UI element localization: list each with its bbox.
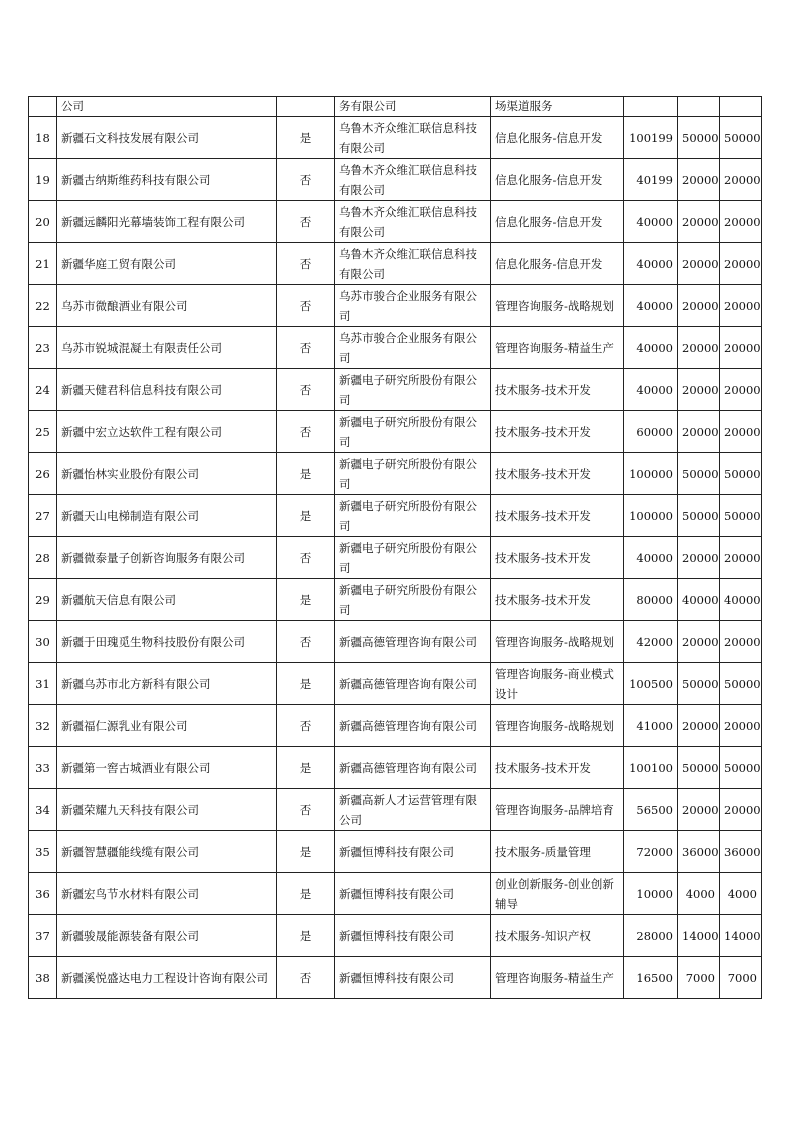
cell-total: 10000 [624, 873, 678, 915]
cell-provider: 新疆电子研究所股份有限公司 [335, 537, 491, 579]
cell-amount-a: 50000 [678, 663, 720, 705]
cell-amount-b: 20000 [720, 327, 762, 369]
cell-total: 40000 [624, 369, 678, 411]
cell-amount-a: 20000 [678, 789, 720, 831]
cell-flag: 否 [277, 369, 335, 411]
cell-no: 38 [29, 957, 57, 999]
cell-amount-b: 20000 [720, 243, 762, 285]
cell-service: 技术服务-技术开发 [491, 747, 624, 789]
cell-amount-b: 20000 [720, 369, 762, 411]
cell-amount-a: 36000 [678, 831, 720, 873]
cell-flag: 是 [277, 747, 335, 789]
cell-amount-a [678, 97, 720, 117]
cell-no: 27 [29, 495, 57, 537]
cell-service: 场渠道服务 [491, 97, 624, 117]
cell-amount-a: 50000 [678, 495, 720, 537]
cell-service: 信息化服务-信息开发 [491, 117, 624, 159]
cell-no: 32 [29, 705, 57, 747]
cell-company: 新疆第一窖古城酒业有限公司 [57, 747, 277, 789]
table-row [29, 537, 762, 579]
cell-service: 信息化服务-信息开发 [491, 159, 624, 201]
cell-amount-a: 40000 [678, 579, 720, 621]
cell-company: 乌苏市锐城混凝土有限责任公司 [57, 327, 277, 369]
cell-no: 26 [29, 453, 57, 495]
cell-flag: 是 [277, 117, 335, 159]
cell-total: 72000 [624, 831, 678, 873]
cell-amount-b: 20000 [720, 621, 762, 663]
cell-total: 100000 [624, 453, 678, 495]
cell-service: 管理咨询服务-商业模式设计 [491, 663, 624, 705]
table-row [29, 747, 762, 789]
table-row [29, 663, 762, 705]
cell-flag: 否 [277, 789, 335, 831]
cell-company: 新疆骏晟能源装备有限公司 [57, 915, 277, 957]
cell-amount-b: 20000 [720, 411, 762, 453]
cell-total: 100500 [624, 663, 678, 705]
cell-no: 29 [29, 579, 57, 621]
cell-provider: 新疆高德管理咨询有限公司 [335, 663, 491, 705]
cell-provider: 新疆高新人才运营管理有限公司 [335, 789, 491, 831]
cell-provider: 新疆恒博科技有限公司 [335, 873, 491, 915]
cell-no: 20 [29, 201, 57, 243]
cell-company: 新疆于田瑰觅生物科技股份有限公司 [57, 621, 277, 663]
cell-amount-a: 20000 [678, 243, 720, 285]
cell-company: 新疆古纳斯维药科技有限公司 [57, 159, 277, 201]
cell-amount-b: 40000 [720, 579, 762, 621]
table-row [29, 957, 762, 999]
cell-service: 技术服务-知识产权 [491, 915, 624, 957]
cell-company: 新疆怡林实业股份有限公司 [57, 453, 277, 495]
cell-company: 乌苏市微酿酒业有限公司 [57, 285, 277, 327]
cell-company: 新疆荣耀九天科技有限公司 [57, 789, 277, 831]
cell-company: 新疆天山电梯制造有限公司 [57, 495, 277, 537]
cell-total: 28000 [624, 915, 678, 957]
cell-provider: 乌鲁木齐众维汇联信息科技有限公司 [335, 159, 491, 201]
cell-no: 22 [29, 285, 57, 327]
table-row [29, 705, 762, 747]
cell-flag: 是 [277, 663, 335, 705]
cell-flag: 否 [277, 159, 335, 201]
cell-amount-b: 50000 [720, 663, 762, 705]
cell-company: 公司 [57, 97, 277, 117]
cell-amount-a: 20000 [678, 159, 720, 201]
cell-flag: 否 [277, 537, 335, 579]
cell-service: 技术服务-技术开发 [491, 495, 624, 537]
cell-amount-a: 20000 [678, 537, 720, 579]
table-row [29, 285, 762, 327]
cell-amount-a: 14000 [678, 915, 720, 957]
cell-flag: 否 [277, 285, 335, 327]
cell-flag: 是 [277, 873, 335, 915]
cell-company: 新疆智慧疆能线缆有限公司 [57, 831, 277, 873]
cell-service: 创业创新服务-创业创新辅导 [491, 873, 624, 915]
cell-total: 40000 [624, 327, 678, 369]
cell-no: 35 [29, 831, 57, 873]
cell-provider: 乌苏市骏合企业服务有限公司 [335, 285, 491, 327]
cell-service: 技术服务-质量管理 [491, 831, 624, 873]
cell-provider: 新疆高德管理咨询有限公司 [335, 621, 491, 663]
cell-flag: 否 [277, 411, 335, 453]
cell-amount-a: 50000 [678, 453, 720, 495]
cell-provider: 新疆电子研究所股份有限公司 [335, 411, 491, 453]
table-row [29, 159, 762, 201]
cell-no: 21 [29, 243, 57, 285]
cell-flag: 否 [277, 327, 335, 369]
cell-company: 新疆微泰量子创新咨询服务有限公司 [57, 537, 277, 579]
table-row [29, 243, 762, 285]
table-row [29, 495, 762, 537]
continuation-row [29, 97, 762, 117]
cell-amount-a: 20000 [678, 411, 720, 453]
subsidy-table [28, 96, 762, 999]
cell-provider: 乌鲁木齐众维汇联信息科技有限公司 [335, 243, 491, 285]
cell-flag: 否 [277, 243, 335, 285]
cell-no: 31 [29, 663, 57, 705]
cell-company: 新疆福仁源乳业有限公司 [57, 705, 277, 747]
cell-service: 管理咨询服务-战略规划 [491, 705, 624, 747]
cell-service: 技术服务-技术开发 [491, 579, 624, 621]
table-row [29, 453, 762, 495]
cell-service: 技术服务-技术开发 [491, 369, 624, 411]
cell-provider: 新疆恒博科技有限公司 [335, 957, 491, 999]
cell-amount-b: 36000 [720, 831, 762, 873]
cell-flag: 否 [277, 705, 335, 747]
table-row [29, 411, 762, 453]
cell-amount-a: 50000 [678, 117, 720, 159]
table-row [29, 789, 762, 831]
cell-total [624, 97, 678, 117]
cell-provider: 新疆高德管理咨询有限公司 [335, 705, 491, 747]
cell-no: 24 [29, 369, 57, 411]
cell-flag: 是 [277, 915, 335, 957]
cell-company: 新疆远麟阳光幕墙装饰工程有限公司 [57, 201, 277, 243]
cell-provider: 新疆高德管理咨询有限公司 [335, 747, 491, 789]
cell-provider: 新疆电子研究所股份有限公司 [335, 495, 491, 537]
cell-amount-a: 50000 [678, 747, 720, 789]
cell-total: 40000 [624, 243, 678, 285]
cell-amount-b: 20000 [720, 705, 762, 747]
table-body [29, 97, 762, 999]
cell-amount-b: 20000 [720, 537, 762, 579]
cell-provider: 新疆电子研究所股份有限公司 [335, 369, 491, 411]
table-row [29, 873, 762, 915]
table-row [29, 327, 762, 369]
cell-total: 40000 [624, 537, 678, 579]
cell-no: 33 [29, 747, 57, 789]
cell-service: 技术服务-技术开发 [491, 453, 624, 495]
cell-flag [277, 97, 335, 117]
cell-company: 新疆华庭工贸有限公司 [57, 243, 277, 285]
cell-no: 23 [29, 327, 57, 369]
table-row [29, 117, 762, 159]
cell-amount-b: 50000 [720, 453, 762, 495]
cell-provider: 新疆电子研究所股份有限公司 [335, 579, 491, 621]
cell-amount-a: 20000 [678, 621, 720, 663]
cell-provider: 乌苏市骏合企业服务有限公司 [335, 327, 491, 369]
table-row [29, 915, 762, 957]
cell-no: 34 [29, 789, 57, 831]
cell-total: 41000 [624, 705, 678, 747]
cell-total: 100100 [624, 747, 678, 789]
cell-no: 28 [29, 537, 57, 579]
cell-amount-b: 7000 [720, 957, 762, 999]
cell-total: 40199 [624, 159, 678, 201]
table-row [29, 201, 762, 243]
cell-no: 18 [29, 117, 57, 159]
cell-flag: 是 [277, 831, 335, 873]
cell-amount-a: 20000 [678, 201, 720, 243]
cell-service: 管理咨询服务-精益生产 [491, 327, 624, 369]
cell-flag: 否 [277, 201, 335, 243]
cell-flag: 是 [277, 579, 335, 621]
cell-service: 技术服务-技术开发 [491, 411, 624, 453]
cell-provider: 乌鲁木齐众维汇联信息科技有限公司 [335, 117, 491, 159]
cell-total: 40000 [624, 285, 678, 327]
cell-flag: 否 [277, 957, 335, 999]
cell-no: 19 [29, 159, 57, 201]
cell-company: 新疆石文科技发展有限公司 [57, 117, 277, 159]
cell-amount-b [720, 97, 762, 117]
table-row [29, 579, 762, 621]
cell-amount-a: 20000 [678, 285, 720, 327]
cell-amount-b: 50000 [720, 747, 762, 789]
cell-amount-a: 20000 [678, 327, 720, 369]
cell-total: 100000 [624, 495, 678, 537]
cell-no: 25 [29, 411, 57, 453]
cell-company: 新疆乌苏市北方新科有限公司 [57, 663, 277, 705]
cell-flag: 否 [277, 621, 335, 663]
cell-total: 80000 [624, 579, 678, 621]
cell-service: 管理咨询服务-精益生产 [491, 957, 624, 999]
table-row [29, 831, 762, 873]
cell-no [29, 97, 57, 117]
cell-provider: 新疆恒博科技有限公司 [335, 915, 491, 957]
cell-amount-a: 20000 [678, 369, 720, 411]
cell-amount-a: 20000 [678, 705, 720, 747]
cell-total: 42000 [624, 621, 678, 663]
cell-amount-b: 20000 [720, 201, 762, 243]
cell-flag: 是 [277, 495, 335, 537]
cell-total: 40000 [624, 201, 678, 243]
cell-service: 管理咨询服务-战略规划 [491, 621, 624, 663]
cell-amount-b: 20000 [720, 159, 762, 201]
cell-amount-b: 14000 [720, 915, 762, 957]
cell-service: 信息化服务-信息开发 [491, 201, 624, 243]
cell-amount-a: 7000 [678, 957, 720, 999]
cell-total: 16500 [624, 957, 678, 999]
cell-amount-b: 20000 [720, 285, 762, 327]
cell-company: 新疆天健君科信息科技有限公司 [57, 369, 277, 411]
cell-amount-b: 4000 [720, 873, 762, 915]
cell-provider: 新疆恒博科技有限公司 [335, 831, 491, 873]
cell-amount-b: 50000 [720, 117, 762, 159]
cell-service: 信息化服务-信息开发 [491, 243, 624, 285]
cell-amount-b: 50000 [720, 495, 762, 537]
cell-amount-b: 20000 [720, 789, 762, 831]
cell-no: 30 [29, 621, 57, 663]
cell-provider: 务有限公司 [335, 97, 491, 117]
cell-total: 56500 [624, 789, 678, 831]
cell-provider: 乌鲁木齐众维汇联信息科技有限公司 [335, 201, 491, 243]
cell-no: 37 [29, 915, 57, 957]
cell-no: 36 [29, 873, 57, 915]
cell-company: 新疆溪悦盛达电力工程设计咨询有限公司 [57, 957, 277, 999]
cell-company: 新疆宏鸟节水材料有限公司 [57, 873, 277, 915]
cell-service: 管理咨询服务-战略规划 [491, 285, 624, 327]
cell-company: 新疆中宏立达软件工程有限公司 [57, 411, 277, 453]
cell-company: 新疆航天信息有限公司 [57, 579, 277, 621]
cell-provider: 新疆电子研究所股份有限公司 [335, 453, 491, 495]
cell-total: 60000 [624, 411, 678, 453]
cell-amount-a: 4000 [678, 873, 720, 915]
cell-total: 100199 [624, 117, 678, 159]
cell-service: 技术服务-技术开发 [491, 537, 624, 579]
table-row [29, 369, 762, 411]
cell-flag: 是 [277, 453, 335, 495]
cell-service: 管理咨询服务-品牌培育 [491, 789, 624, 831]
table-row [29, 621, 762, 663]
